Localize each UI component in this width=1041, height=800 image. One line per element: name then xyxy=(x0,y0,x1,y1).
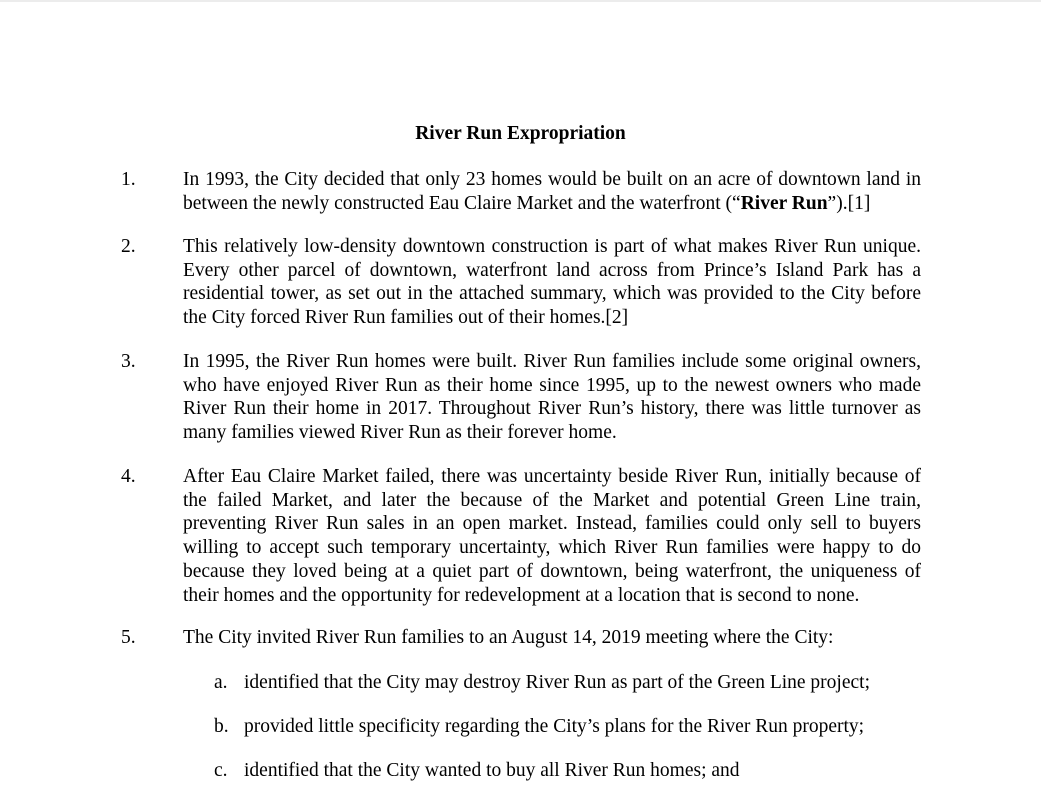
paragraph-text: In 1995, the River Run homes were built. River Run families include some original owners, who have enjoyed River Run as their home since 1995, up to the newest owners who made River Run their home in 2017. Throughout River Run’s history, there was little turnover as many families viewed River Run as their forever home. xyxy=(183,351,921,444)
subitem-label: c. xyxy=(214,760,228,781)
document-title: River Run Expropriation xyxy=(415,123,626,144)
paragraph-text-before: In 1993, the City decided that only 23 homes would be built on an acre of downtown land in between the newly constructed Eau Claire Market and the waterfront (“ xyxy=(183,169,921,214)
paragraph-text: The City invited River Run families to an August 14, 2019 meeting where the City: xyxy=(183,627,834,648)
subitem-label: b. xyxy=(214,716,229,737)
paragraph-number: 2. xyxy=(121,236,136,257)
paragraph-text-after: ”).[1] xyxy=(827,192,871,214)
paragraph-text xyxy=(183,168,921,215)
subitem-text: provided little specificity regarding the City’s plans for the River Run property; xyxy=(244,716,865,737)
subitem-text: identified that the City wanted to buy all River Run homes; and xyxy=(244,760,740,781)
paragraph-number: 1. xyxy=(121,169,136,190)
paragraph-number: 3. xyxy=(121,351,136,372)
subitem-label: a. xyxy=(214,672,228,693)
subitem-a xyxy=(0,671,1041,695)
subitem-c xyxy=(0,759,1041,783)
paragraph-text: After Eau Claire Market failed, there was uncertainty beside River Run, initially because of the failed Market, and later the because of the Market and potential Green Line train, preventing River Run sales in an open market. Instead, families could only sell to buyers willing to accept such temporary uncertainty, which River Run families were happy to do because they loved being at a quiet part of downtown, being waterfront, the uniqueness of their homes and the opportunity for redevelopment at a location that is second to none. xyxy=(183,466,921,606)
paragraph-number: 5. xyxy=(121,627,136,648)
defined-term-bold: River Run xyxy=(740,192,828,214)
subitem-b xyxy=(0,715,1041,739)
paragraph-text: This relatively low-density downtown construction is part of what makes River Run unique. Every other parcel of downtown, waterfront land across from Prince’s Island Park has a residential tower, as set out in the attached summary, which was provided to the City before the City forced River Run families out of their homes.[2] xyxy=(183,236,921,329)
paragraph-number: 4. xyxy=(121,466,136,487)
subitem-text: identified that the City may destroy River Run as part of the Green Line project; xyxy=(244,672,870,693)
